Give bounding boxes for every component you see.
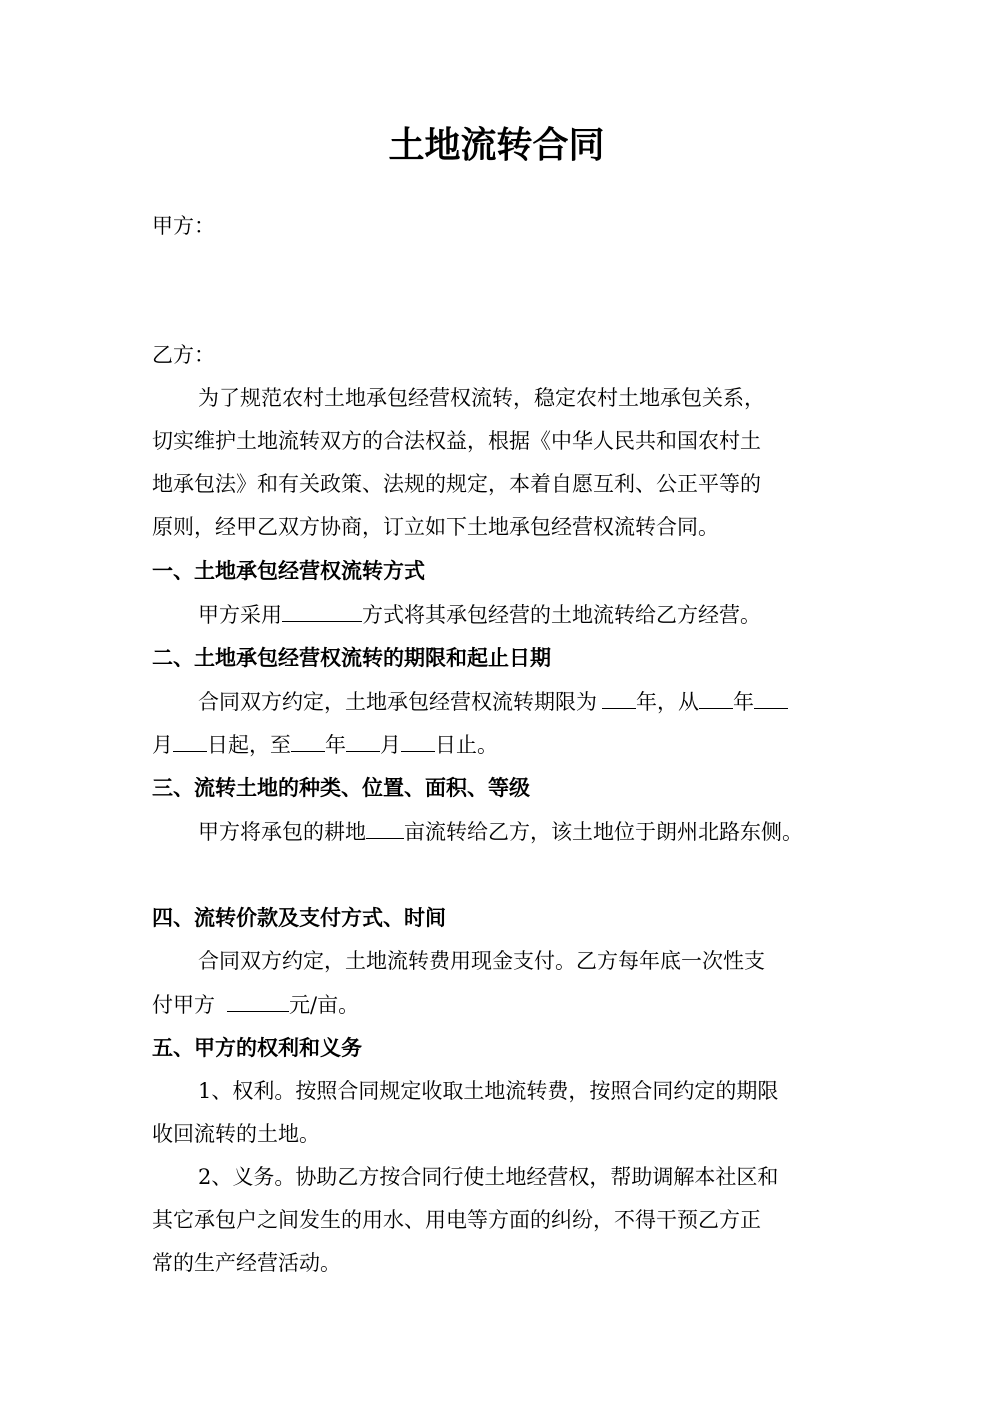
start-month-unit: 月 [152, 733, 173, 757]
section-3-text [198, 816, 803, 847]
start-day-unit: 日起，至 [207, 733, 291, 757]
section-4-line-2 [152, 989, 359, 1020]
end-day-blank[interactable] [401, 729, 435, 752]
start-month-blank[interactable] [754, 686, 788, 709]
section-3-text-a: 甲方将承包的耕地 [198, 820, 366, 844]
section-4-line-1: 合同双方约定，土地流转费用现金支付。乙方每年底一次性支 [198, 949, 765, 973]
section-5-heading: 五、甲方的权利和义务 [152, 1036, 362, 1060]
section-1-text [198, 599, 761, 630]
section-5-item-2-line-1: 2、义务。协助乙方按合同行使土地经营权，帮助调解本社区和 [198, 1165, 779, 1189]
end-month-blank[interactable] [346, 729, 380, 752]
section-5-item-1-line-1: 1、权利。按照合同规定收取土地流转费，按照合同约定的期限 [198, 1079, 779, 1103]
start-year-unit: 年 [733, 690, 754, 714]
end-year-unit: 年 [325, 733, 346, 757]
section-1-heading: 一、土地承包经营权流转方式 [152, 559, 425, 583]
section-2-line-2 [152, 729, 498, 760]
start-day-blank[interactable] [173, 729, 207, 752]
section-1-text-a: 甲方采用 [198, 603, 282, 627]
term-years-blank[interactable] [602, 686, 636, 709]
section-3-heading: 三、流转土地的种类、位置、面积、等级 [152, 776, 530, 800]
section-3-text-b: 亩流转给乙方，该土地位于朗州北路东侧。 [404, 820, 803, 844]
start-year-blank[interactable] [699, 686, 733, 709]
preamble-line-2: 切实维护土地流转双方的合法权益，根据《中华人民共和国农村土 [152, 429, 761, 453]
method-blank[interactable] [282, 599, 362, 622]
preamble-line-3: 地承包法》和有关政策、法规的规定，本着自愿互利、公正平等的 [152, 472, 761, 496]
section-4-heading: 四、流转价款及支付方式、时间 [152, 906, 446, 930]
section-4-text-b: 元/亩。 [289, 993, 360, 1017]
document-title: 土地流转合同 [388, 125, 605, 166]
end-month-unit: 月 [380, 733, 401, 757]
section-2-heading: 二、土地承包经营权流转的期限和起止日期 [152, 646, 551, 670]
end-year-blank[interactable] [291, 729, 325, 752]
section-2-line-1 [198, 686, 788, 717]
price-blank[interactable] [227, 989, 289, 1012]
term-unit: 年，从 [636, 690, 699, 714]
end-day-unit: 日止。 [435, 733, 498, 757]
section-4-text-a: 付甲方 [152, 993, 215, 1017]
preamble-line-4: 原则，经甲乙双方协商，订立如下土地承包经营权流转合同。 [152, 515, 719, 539]
section-1-text-b: 方式将其承包经营的土地流转给乙方经营。 [362, 603, 761, 627]
section-5-item-1-line-2: 收回流转的土地。 [152, 1122, 320, 1146]
party-a-label: 甲方： [152, 214, 215, 238]
party-b-label: 乙方： [152, 343, 215, 367]
section-5-item-2-line-3: 常的生产经营活动。 [152, 1251, 341, 1275]
preamble-line-1: 为了规范农村土地承包经营权流转，稳定农村土地承包关系， [198, 386, 765, 410]
area-blank[interactable] [366, 816, 404, 839]
term-text: 合同双方约定，土地承包经营权流转期限为 [198, 690, 597, 714]
section-5-item-2-line-2: 其它承包户之间发生的用水、用电等方面的纠纷，不得干预乙方正 [152, 1208, 761, 1232]
